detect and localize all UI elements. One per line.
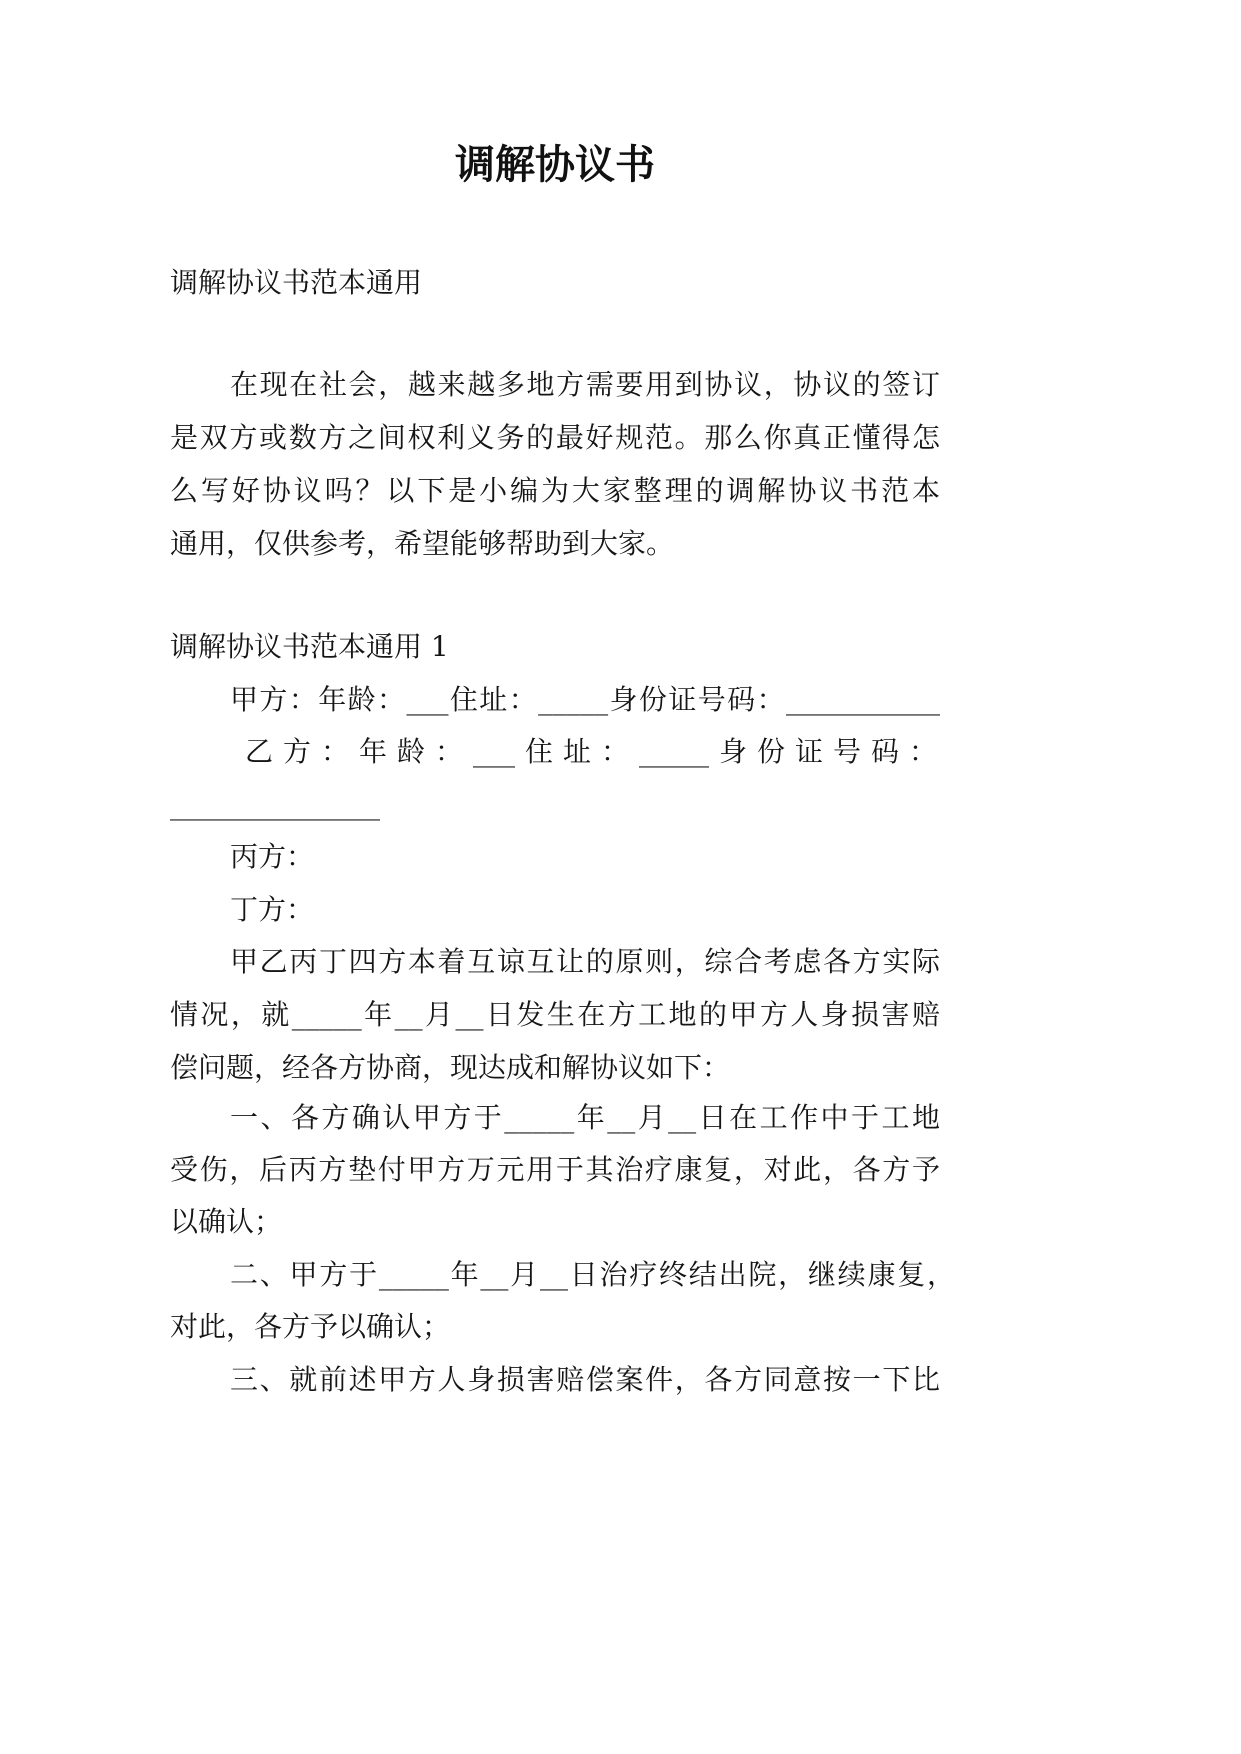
- intro-line: 在现在社会，越来越多地方需要用到协议，协议的签订: [230, 368, 940, 401]
- intro-line: 么写好协议吗？以下是小编为大家整理的调解协议书范本: [170, 474, 940, 507]
- intro-line: 是双方或数方之间权利义务的最好规范。那么你真正懂得怎: [170, 421, 940, 454]
- clause-line: 受伤，后丙方垫付甲方万元用于其治疗康复，对此，各方予: [170, 1153, 940, 1186]
- document-subtitle: 调解协议书范本通用: [170, 266, 423, 299]
- clause-line: 三、就前述甲方人身损害赔偿案件，各方同意按一下比: [230, 1363, 940, 1396]
- party-c-line: 丙方：: [230, 840, 315, 873]
- party-d-line: 丁方：: [230, 893, 315, 926]
- document-title: 调解协议书: [455, 141, 655, 188]
- clause-line: 以确认；: [170, 1205, 283, 1238]
- party-a-line: 甲方：年龄：___住址：_____身份证号码：___________: [230, 683, 940, 716]
- preamble-line: 情况，就_____年__月__日发生在方工地的甲方人身损害赔: [170, 998, 940, 1031]
- clause-line: 对此，各方予以确认；: [170, 1310, 451, 1343]
- preamble-line: 偿问题，经各方协商，现达成和解协议如下：: [170, 1051, 731, 1084]
- preamble-line: 甲乙丙丁四方本着互谅互让的原则，综合考虑各方实际: [230, 945, 940, 978]
- clause-line: 一、各方确认甲方于_____年__月__日在工作中于工地: [230, 1101, 940, 1134]
- section-heading: 调解协议书范本通用 1: [170, 630, 449, 663]
- party-b-id-blank: _______________: [170, 788, 380, 821]
- party-b-line: 乙方：年龄：___住址：_____身份证号码：: [245, 735, 937, 768]
- clause-line: 二、甲方于_____年__月__日治疗终结出院，继续康复，: [230, 1258, 955, 1291]
- intro-line: 通用，仅供参考，希望能够帮助到大家。: [170, 527, 675, 560]
